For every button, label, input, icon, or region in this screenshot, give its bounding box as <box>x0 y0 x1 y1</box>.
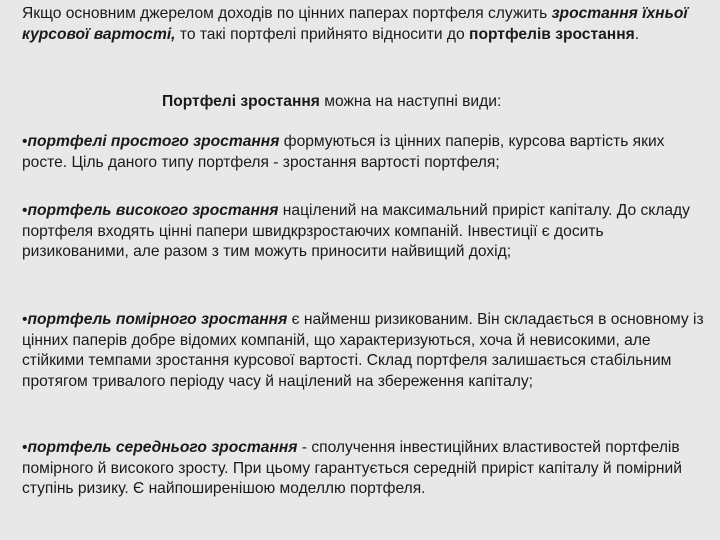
bullet-text: є найменш ризикованим. Він складається в основному із цінних паперів добре відомих компаній, що характеризуються, хоча й невисокими, але стійкими темпами зростання курсової вартості. Склад портфеля залишається стабільним протягом тривалого періоду часу й націлений на збереження капіталу; <box>22 311 704 390</box>
bullet-item-medium-growth <box>22 438 712 500</box>
bullet-marker: • <box>22 202 28 219</box>
intro-text-2: то такі портфелі прийнято відносити до <box>175 25 470 43</box>
subtitle <box>162 92 682 113</box>
intro-paragraph <box>22 4 712 45</box>
bullet-text: націлений на максимальний приріст капіталу. До складу портфеля входять цінні папери швидкрзростаючих компаній. Інвестиції є досить ризикованими, але разом з тим можуть приносити найвищий дохід; <box>22 202 690 260</box>
bullet-item-high-growth <box>22 201 712 263</box>
intro-text-1: Якщо основним джерелом доходів по цінних паперах портфеля служить <box>22 5 552 22</box>
bullet-marker: • <box>22 311 28 328</box>
intro-bold-term: портфелів зростання <box>469 25 635 43</box>
bullet-item-simple-growth <box>22 132 712 173</box>
subtitle-bold: Портфелі зростання <box>162 93 320 110</box>
bullet-term: портфелі простого зростання <box>27 133 280 150</box>
bullet-text: формуються із цінних паперів, курсова вартість яких росте. Ціль даного типу портфеля - зростання вартості портфеля; <box>22 133 665 171</box>
bullet-marker: • <box>22 439 28 456</box>
bullet-term: портфель помірного зростання <box>27 311 288 328</box>
bullet-term: портфель високого зростання <box>27 202 279 219</box>
bullet-marker: • <box>22 133 28 150</box>
intro-text-3: . <box>634 25 640 43</box>
intro-emphasis: зростання їхньої курсової вартості, <box>22 5 688 43</box>
bullet-term: портфель середнього зростання <box>27 439 298 456</box>
bullet-text: - сполучення інвестиційних властивостей портфелів помірного й високого зросту. При цьому гарантується середній приріст капіталу й помірний ступінь ризику. Є найпоширенішою моделлю портфеля. <box>22 439 682 497</box>
subtitle-rest: можна на наступні види: <box>319 93 502 110</box>
bullet-item-moderate-growth <box>22 310 712 392</box>
